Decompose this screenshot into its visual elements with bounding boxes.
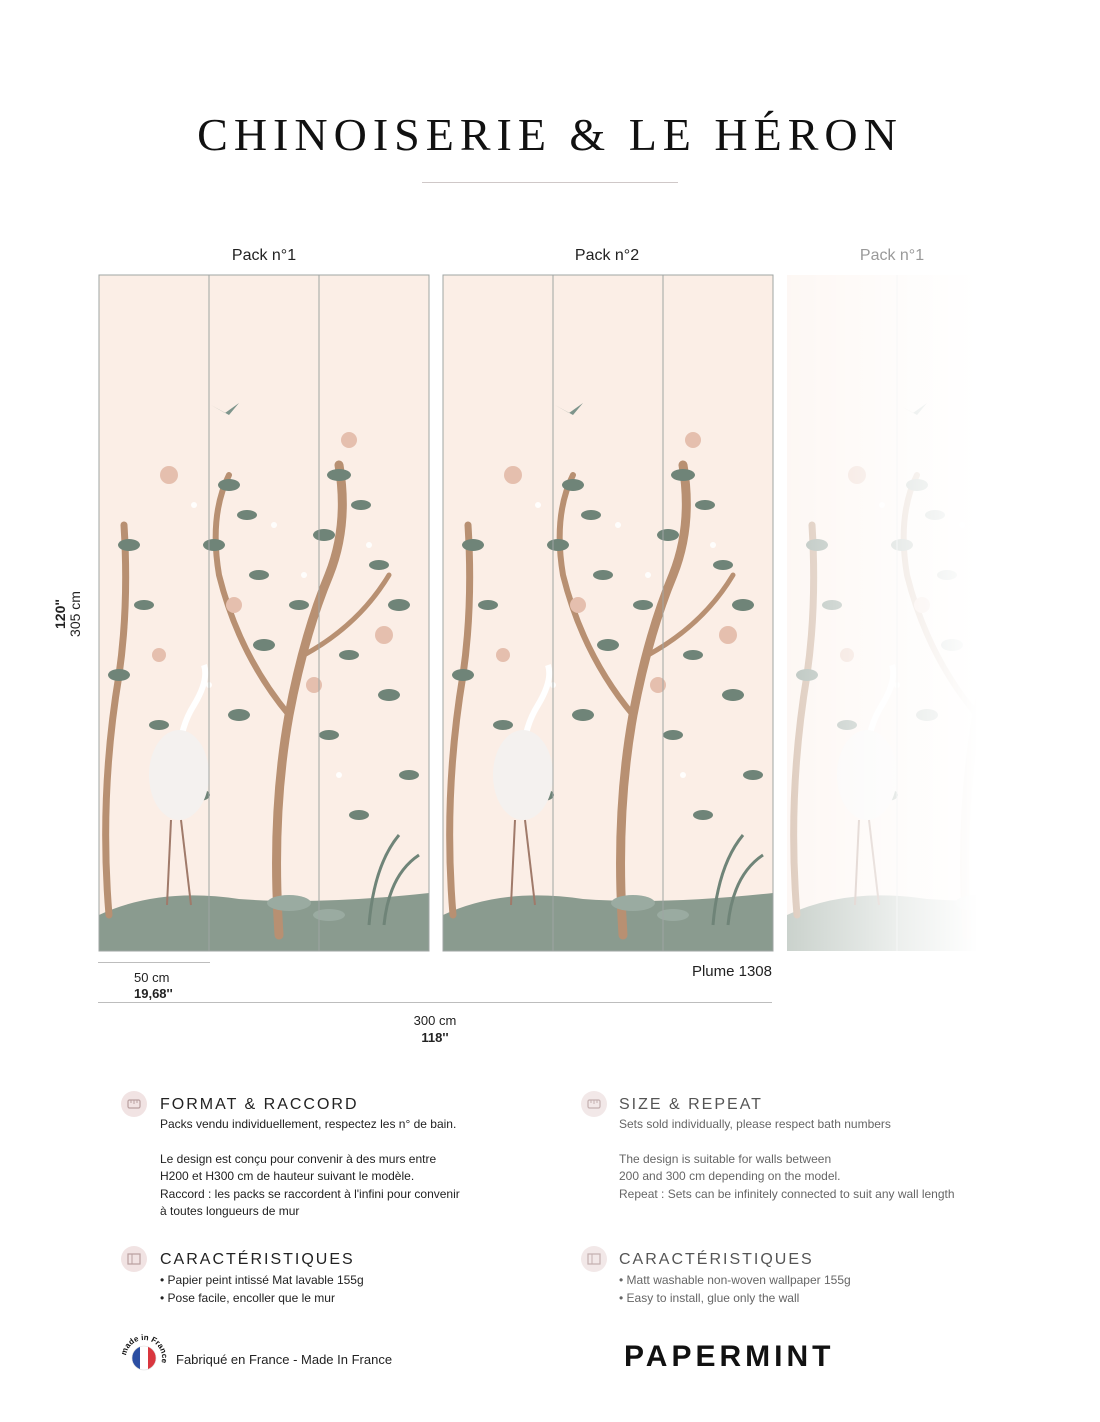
format-fr-para2-b: H200 et H300 cm de hauteur suivant le modèle. [160, 1169, 415, 1183]
characteristics-text-en [619, 1272, 1019, 1307]
format-en-para2-b: 200 and 300 cm depending on the model. [619, 1169, 841, 1183]
pack-label-1: Pack n°1 [231, 247, 297, 264]
wallpaper-roll-icon-en [581, 1246, 607, 1272]
wallpaper-roll-icon [121, 1246, 147, 1272]
format-en-para2-a: The design is suitable for walls between [619, 1151, 832, 1166]
char-fr-item-2: • Pose facile, encoller que le mur [160, 1290, 335, 1305]
format-en-line1: Sets sold individually, please respect bath numbers [619, 1117, 891, 1131]
ruler-icon-en [581, 1091, 607, 1117]
total-width-line [98, 1002, 772, 1003]
char-en-item-2: • Easy to install, glue only the wall [619, 1290, 800, 1305]
strip-width-line [98, 962, 210, 963]
badge-text: made in France [119, 1332, 170, 1364]
strip-width-inches: 19,68'' [134, 986, 173, 1001]
wallpaper-panels-illustration [98, 274, 978, 952]
char-en-item-1: • Matt washable non-woven wallpaper 155g [619, 1273, 851, 1287]
format-title-fr: FORMAT & RACCORD [160, 1096, 359, 1113]
characteristics-title-en: CARACTÉRISTIQUES [619, 1251, 814, 1268]
format-fr-para3-a: Raccord : les packs se raccordent à l'infini pour convenir [160, 1186, 460, 1201]
format-fr-para3-b: à toutes longueurs de mur [160, 1204, 300, 1218]
pack-label-2: Pack n°2 [574, 247, 640, 264]
format-fr-line1: Packs vendu individuellement, respectez les n° de bain. [160, 1117, 457, 1131]
format-text-en [619, 1116, 1059, 1203]
format-en-para3-a: Repeat : Sets can be infinitely connected to suit any wall length [619, 1186, 955, 1201]
char-fr-item-1: • Papier peint intissé Mat lavable 155g [160, 1273, 364, 1287]
height-inches: 120" [52, 599, 68, 629]
title-divider [422, 182, 678, 183]
total-width-inches: 118'' [421, 1030, 449, 1045]
height-cm: 305 cm [67, 591, 83, 637]
brand-logo: PAPERMINT [624, 1340, 835, 1373]
product-reference: Plume 1308 [691, 963, 772, 980]
made-in-france-text: Fabriqué en France - Made In France [176, 1352, 393, 1367]
format-title-en: SIZE & REPEAT [619, 1096, 763, 1113]
pack-label-3: Pack n°1 [859, 247, 925, 264]
characteristics-text-fr [160, 1272, 560, 1307]
characteristics-title-fr: CARACTÉRISTIQUES [160, 1251, 355, 1268]
format-text-fr [160, 1116, 560, 1221]
page-title: CHINOISERIE & LE HÉRON [197, 109, 903, 160]
total-width-cm: 300 cm [413, 1013, 457, 1028]
made-in-france-badge [118, 1332, 170, 1384]
strip-width-cm: 50 cm [134, 970, 170, 985]
ruler-icon [121, 1091, 147, 1117]
format-fr-para2-a: Le design est conçu pour convenir à des murs entre [160, 1151, 437, 1166]
